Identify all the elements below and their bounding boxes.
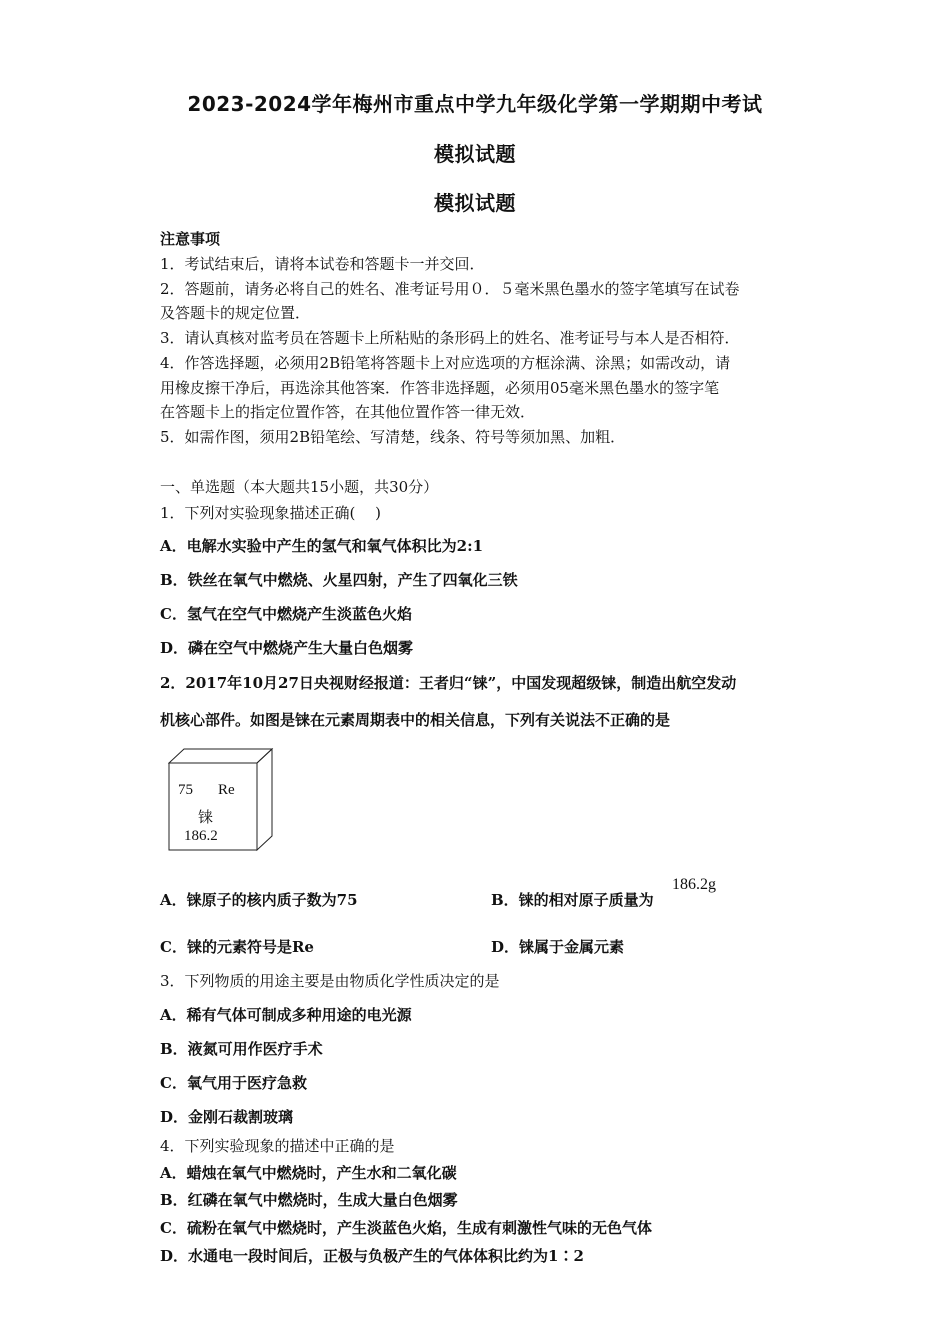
notice-heading: 注意事项 (160, 230, 221, 248)
notice-line: 3．请认真核对监考员在答题卡上所粘贴的条形码上的姓名、准考证号与本人是否相符． (160, 329, 740, 347)
question-2-option-d: D．铼属于金属元素 (491, 938, 625, 956)
notice-line: 在答题卡上的指定位置作答，在其他位置作答一律无效． (160, 403, 536, 421)
question-4-option-d: D．水通电一段时间后，正极与负极产生的气体体积比约为1∶2 (160, 1247, 584, 1265)
element-cell-figure (168, 748, 274, 852)
question-3-option-d: D．金刚石裁割玻璃 (160, 1108, 294, 1126)
question-4-option-b: B．红磷在氧气中燃烧时，生成大量白色烟雾 (160, 1191, 458, 1209)
question-2-option-a: A．铼原子的核内质子数为75 (160, 891, 358, 909)
section-heading: 一、单选题（本大题共15小题，共30分） (160, 478, 439, 496)
question-2-option-c: C．铼的元素符号是Re (160, 938, 314, 956)
question-1-option-d: D．磷在空气中燃烧产生大量白色烟雾 (160, 639, 414, 657)
page-title: 2023-2024学年梅州市重点中学九年级化学第一学期期中考试 (187, 92, 763, 116)
question-4-stem: 4．下列实验现象的描述中正确的是 (160, 1137, 395, 1155)
page-subtitle: 模拟试题 (434, 142, 516, 166)
notice-line: 5．如需作图，须用2B铅笔绘、写清楚，线条、符号等须加黑、加粗． (160, 428, 626, 446)
element-name: 铼 (198, 808, 214, 826)
question-1-stem: 1．下列对实验现象描述正确( ) (160, 504, 382, 522)
element-symbol: Re (218, 782, 235, 798)
question-2-option-b: B．铼的相对原子质量为 (491, 891, 654, 909)
element-atomic-number: 75 (178, 782, 193, 798)
notice-line: 2．答题前，请务必将自己的姓名、准考证号用０．５毫米黑色墨水的签字笔填写在试卷 (160, 280, 740, 298)
question-3-option-c: C．氧气用于医疗急救 (160, 1074, 307, 1092)
question-2-stem-line1: 2．2017年10月27日央视财经报道：王者归“铼”，中国发现超级铼，制造出航空发动 (160, 674, 737, 692)
question-3-stem: 3．下列物质的用途主要是由物质化学性质决定的是 (160, 972, 500, 990)
question-2-option-b-value: 186.2g (672, 876, 716, 893)
question-4-option-c: C．硫粉在氧气中燃烧时，产生淡蓝色火焰，生成有刺激性气味的无色气体 (160, 1219, 652, 1237)
notice-line: 及答题卡的规定位置． (160, 304, 311, 322)
question-3-option-a: A．稀有气体可制成多种用途的电光源 (160, 1006, 412, 1024)
notice-line: 1．考试结束后，请将本试卷和答题卡一并交回． (160, 255, 485, 273)
question-3-option-b: B．液氮可用作医疗手术 (160, 1040, 323, 1058)
question-2-stem-line2: 机核心部件。如图是铼在元素周期表中的相关信息，下列有关说法不正确的是 (160, 711, 671, 729)
question-4-option-a: A．蜡烛在氧气中燃烧时，产生水和二氧化碳 (160, 1164, 457, 1182)
page-subtitle-repeat: 模拟试题 (434, 191, 516, 215)
question-1-option-c: C．氢气在空气中燃烧产生淡蓝色火焰 (160, 605, 412, 623)
notice-line: 4．作答选择题，必须用2B铅笔将答题卡上对应选项的方框涂满、涂黑；如需改动，请 (160, 354, 731, 372)
notice-line: 用橡皮擦干净后，再选涂其他答案．作答非选择题，必须用05毫米黑色墨水的签字笔 (160, 379, 720, 397)
element-atomic-mass: 186.2 (184, 828, 218, 844)
question-1-option-a: A．电解水实验中产生的氢气和氧气体积比为2:1 (160, 537, 484, 555)
question-1-option-b: B．铁丝在氧气中燃烧、火星四射，产生了四氧化三铁 (160, 571, 518, 589)
